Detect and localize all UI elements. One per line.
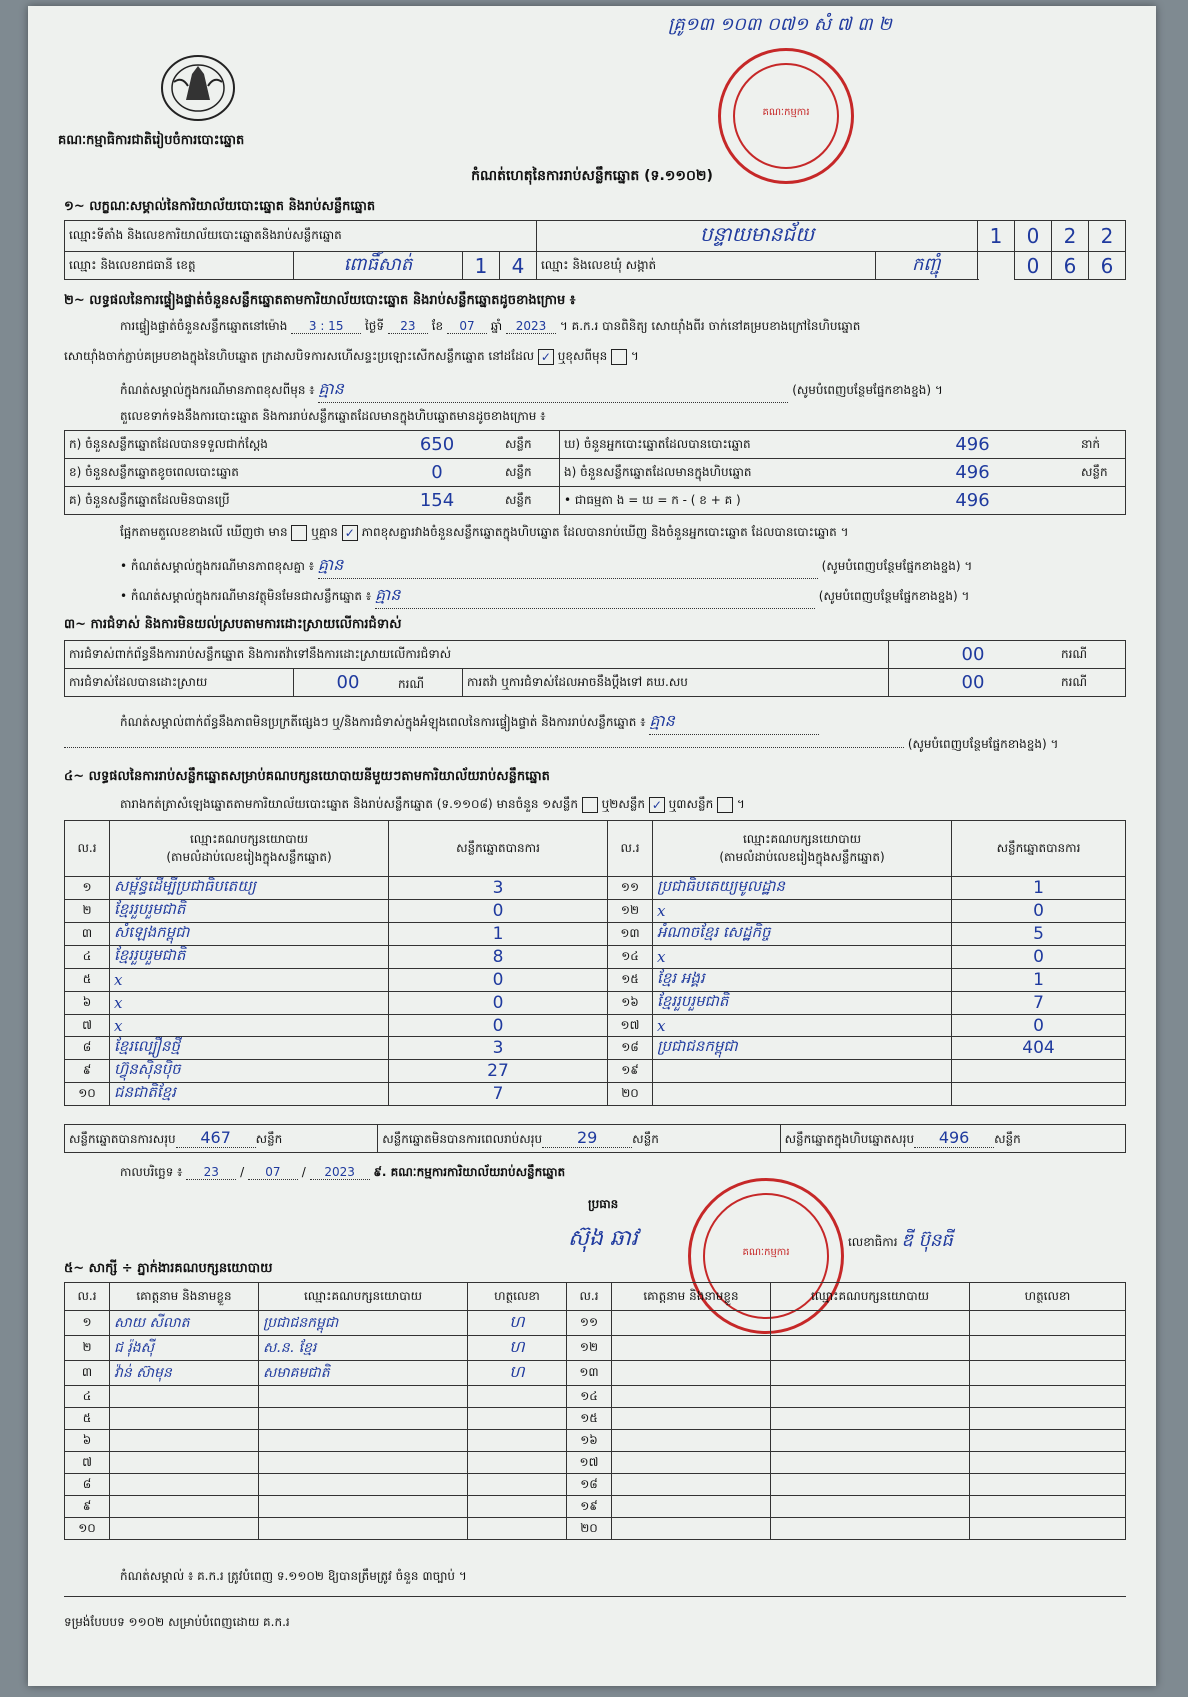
witness-signature <box>468 1386 567 1408</box>
difference-note: • កំណត់សម្គាល់ក្នុងករណីមានភាពខុសគ្នា ៖ គ្មាន (សូមបំពេញបន្ថែមផ្នែកខាងខ្នង) ។ <box>120 554 972 579</box>
figure-label: • ជាធម្មតា ង = ឃ = ក - ( ខ + គ ) <box>560 487 869 515</box>
table-row <box>65 923 1126 946</box>
different-checkbox[interactable] <box>611 349 627 365</box>
section1-heading: ១~ លក្ខណៈសម្គាល់នៃការិយាល័យបោះឆ្នោត និងរាប់សន្លឹកឆ្នោត <box>64 199 376 214</box>
row-number: ១៣ <box>567 1361 612 1386</box>
row-number: ១៥ <box>567 1408 612 1430</box>
section4-heading: ៤~ លទ្ធផលនៃការរាប់សន្លឹកឆ្នោតសម្រាប់គណបក្សនយោបាយនីមួយៗតាមការិយាល័យរាប់សន្លឹកឆ្នោត <box>64 769 550 784</box>
empty-cell <box>771 1361 970 1386</box>
row-number: ១៩ <box>608 1060 653 1083</box>
no-difference-checkbox[interactable]: ✓ <box>342 525 358 541</box>
location-label: ឈ្មោះទីតាំង និងលេខការិយាល័យបោះឆ្នោតនិងរាប់សន្លឹកឆ្នោត <box>65 221 537 252</box>
resolved-label: ការជំទាស់ដែលបានដោះស្រាយ <box>65 669 294 697</box>
witness-name <box>110 1452 259 1474</box>
party-name: ប្រជាធិបតេយ្យមូលដ្ឋាន <box>653 877 952 900</box>
appeal-value: 00 <box>889 669 1058 697</box>
table-row <box>65 1474 1126 1496</box>
province-label: ឈ្មោះ និងលេខរាជធានី ខេត្ត <box>65 252 294 280</box>
party-votes: 0 <box>389 992 608 1015</box>
table-row <box>65 1408 1126 1430</box>
objection-label: ការជំទាស់ពាក់ព័ន្ធនឹងការរាប់សន្លឹកឆ្នោត និងការតវ៉ាទៅនឹងការដោះស្រាយលើការជំទាស់ <box>65 641 889 669</box>
party-votes: 1 <box>389 923 608 946</box>
total-invalid: សន្លឹកឆ្នោតមិនបានការពេលរាប់សរុប 29 សន្លឹក <box>378 1125 780 1153</box>
row-number: ៦ <box>65 1430 110 1452</box>
emblem-icon <box>158 52 238 124</box>
table-row <box>65 1311 1126 1336</box>
location-code-digit: 0 <box>1015 221 1052 252</box>
resolved-value-cell: 00 ករណី <box>294 669 463 697</box>
party-name: x <box>110 992 389 1015</box>
party-name: x <box>110 969 389 992</box>
empty-cell <box>970 1386 1126 1408</box>
chair-signature: ស៊ុង ឆាវ <box>568 1226 638 1251</box>
table-row <box>65 946 1126 969</box>
party-votes: 0 <box>389 969 608 992</box>
witness-name <box>110 1430 259 1452</box>
row-number: ១៤ <box>608 946 653 969</box>
table-row <box>65 1015 1126 1037</box>
figure-unit: នាក់ <box>1077 431 1126 459</box>
figure-label: ង) ចំនួនសន្លឹកឆ្នោតដែលមានក្នុងហិបឆ្នោត <box>560 459 869 487</box>
verification-line-1: ការផ្ទៀងផ្ទាត់ចំនួនសន្លឹកឆ្នោតនៅម៉ោង 3 : 15 ថ្ងៃទី 23 ខែ 07 ឆ្នាំ 2023 ។ គ.ក.រ បានពិនិត្យ សោយ៉ាំងពីរ ចាក់នៅគម្របខាងក្រៅនៃហិបឆ្នោត <box>120 319 861 333</box>
empty-cell <box>771 1496 970 1518</box>
table-row <box>65 992 1126 1015</box>
witness-signature <box>468 1430 567 1452</box>
party-name: ខ្មែរល្បឿនថ្មី <box>110 1037 389 1060</box>
commune-value: កញ្ជុំ <box>875 252 977 280</box>
official-stamp-top: គណៈកម្មការ <box>718 48 854 184</box>
figure-value: 650 <box>373 431 501 459</box>
row-number: ៨ <box>65 1474 110 1496</box>
row-number: ៥ <box>65 969 110 992</box>
table-row <box>65 900 1126 923</box>
table-row <box>65 1060 1126 1083</box>
row-number: ៧ <box>65 1452 110 1474</box>
tally-sheet-count: តារាងកត់ត្រាសំឡេងឆ្នោតតាមការិយាល័យបោះឆ្នោត និងរាប់សន្លឹកឆ្នោត (ទ.១១០៨) មានចំនួន ១សន្លឹក ឬ២សន្លឹក ✓ ឬ៣សន្លឹក ។ <box>120 797 745 812</box>
row-number: ១២ <box>567 1336 612 1361</box>
figure-label: ខ) ចំនួនសន្លឹកឆ្នោតខូចពេលបោះឆ្នោត <box>65 459 374 487</box>
witness-party <box>259 1496 468 1518</box>
empty-cell <box>771 1311 970 1336</box>
figure-label: ក) ចំនួនសន្លឹកឆ្នោតដែលបានទទួលជាក់ស្តែង <box>65 431 374 459</box>
witness-signature <box>468 1452 567 1474</box>
empty-cell <box>771 1474 970 1496</box>
party-votes: 0 <box>952 900 1126 923</box>
party-name: ខ្មែររួបរួមជាតិ <box>110 946 389 969</box>
total-in-box: សន្លឹកឆ្នោតក្នុងហិបឆ្នោតសរុប 496 សន្លឹក <box>780 1125 1125 1153</box>
row-number: ៧ <box>65 1015 110 1037</box>
witness-party: ស.ន. ខ្មែរ <box>259 1336 468 1361</box>
witness-party <box>259 1408 468 1430</box>
commune-code-digit: 0 <box>1015 252 1052 280</box>
figure-row <box>65 459 1126 487</box>
witness-signature <box>468 1518 567 1540</box>
figure-label: ឃ) ចំនួនអ្នកបោះឆ្នោតដែលបានបោះឆ្នោត <box>560 431 869 459</box>
witness-name <box>110 1518 259 1540</box>
witness-name: វ៉ាន់ ស៊ាមុន <box>110 1361 259 1386</box>
witness-note: កំណត់សម្គាល់ ៖ គ.ក.រ ត្រូវបំពេញ ទ.១១០២ ឱ្យបានត្រឹមត្រូវ ចំនួន ៣ច្បាប់ ។ <box>120 1569 467 1583</box>
empty-cell <box>771 1452 970 1474</box>
row-number: ២ <box>65 900 110 923</box>
row-number: ១៨ <box>567 1474 612 1496</box>
table-row <box>65 1037 1126 1060</box>
witness-party <box>259 1518 468 1540</box>
table-row <box>65 877 1126 900</box>
witness-signature: ហ <box>468 1336 567 1361</box>
table-row <box>65 1496 1126 1518</box>
figure-value: 496 <box>868 431 1077 459</box>
party-votes: 0 <box>389 900 608 923</box>
difference-note-value: គ្មាន <box>318 378 788 403</box>
figure-label: គ) ចំនួនសន្លឹកឆ្នោតដែលមិនបានប្រើ <box>65 487 374 515</box>
province-value: ពោធិ៍សាត់ <box>294 252 463 280</box>
location-code-digit: 2 <box>1052 221 1089 252</box>
row-number: ២០ <box>608 1083 653 1106</box>
location-code-digit: 1 <box>978 221 1015 252</box>
party-name: x <box>653 900 952 923</box>
row-number: ១២ <box>608 900 653 923</box>
witness-signature <box>468 1474 567 1496</box>
party-votes: 8 <box>389 946 608 969</box>
section1-table <box>64 220 1126 280</box>
party-name: ហ៊្វុនស៊ិនប៉ិច <box>110 1060 389 1083</box>
totals-table <box>64 1124 1126 1153</box>
row-number: ១៧ <box>567 1452 612 1474</box>
witness-name <box>110 1408 259 1430</box>
empty-cell <box>970 1496 1126 1518</box>
party-name: សំឡេងកម្ពុជា <box>110 923 389 946</box>
row-number: ៩ <box>65 1060 110 1083</box>
row-number: ២០ <box>567 1518 612 1540</box>
row-number: ១០ <box>65 1518 110 1540</box>
form-title: កំណត់ហេតុនៃការរាប់សន្លឹកឆ្នោត (ទ.១១០២) <box>471 168 713 184</box>
witness-name <box>110 1496 259 1518</box>
party-votes: 1 <box>952 969 1126 992</box>
figure-unit: សន្លឹក <box>501 459 560 487</box>
same-checkbox[interactable]: ✓ <box>538 349 554 365</box>
table-row <box>65 1452 1126 1474</box>
figure-unit: សន្លឹក <box>1077 459 1126 487</box>
row-number: ១៨ <box>608 1037 653 1060</box>
row-number: ៩ <box>65 1496 110 1518</box>
party-votes: 0 <box>952 946 1126 969</box>
empty-cell <box>612 1311 771 1336</box>
party-name: ខ្មែររួបរួមជាតិ <box>110 900 389 923</box>
empty-cell <box>612 1408 771 1430</box>
figure-value: 154 <box>373 487 501 515</box>
empty-cell <box>771 1336 970 1361</box>
row-number: ២ <box>65 1336 110 1361</box>
witness-table: ល.រ គោត្តនាម និងនាមខ្លួន ឈ្មោះគណបក្សនយោបាយ ហត្ថលេខា ល.រ គោត្តនាម និងនាមខ្លួន ឈ្មោះគណបក្សនយោបាយ ហត្ថលេខា ១ សាយ សីលាត ប្រជាជនកម្ពុជា ហ ១១ ២ ជ រ៉ុងស៊ី ស.ន. ខ្មែរ ហ ១២ ៣ វ៉ាន់ ស៊ាមុន សមាគមជាតិ ហ ១៣ ៤ ១៤ ៥ ១៥ ៦ ១៦ ៧ ១៧ ៨ ១៨ ៩ ១៩ ១០ ២០ <box>64 1282 1126 1540</box>
row-number: ៣ <box>65 923 110 946</box>
empty-cell <box>970 1430 1126 1452</box>
witness-party: សមាគមជាតិ <box>259 1361 468 1386</box>
row-number: ៤ <box>65 946 110 969</box>
empty-cell <box>771 1430 970 1452</box>
party-votes <box>952 1060 1126 1083</box>
row-number: ១១ <box>567 1311 612 1336</box>
row-number: ១៤ <box>567 1386 612 1408</box>
table-row <box>65 1361 1126 1386</box>
row-number: ៦ <box>65 992 110 1015</box>
table-row <box>65 1336 1126 1361</box>
row-number: ៤ <box>65 1386 110 1408</box>
witness-name <box>110 1474 259 1496</box>
party-votes: 1 <box>952 877 1126 900</box>
empty-cell <box>771 1386 970 1408</box>
empty-cell <box>970 1452 1126 1474</box>
witness-name: សាយ សីលាត <box>110 1311 259 1336</box>
row-number: ១៩ <box>567 1496 612 1518</box>
chair-label: ប្រធាន <box>588 1197 619 1211</box>
party-votes: 404 <box>952 1037 1126 1060</box>
row-number: ១៦ <box>567 1430 612 1452</box>
figure-value: 496 <box>868 459 1077 487</box>
table-row <box>65 1386 1126 1408</box>
party-name: ខ្មែរ អង្គរ <box>653 969 952 992</box>
party-name: ខ្មែររួបរួមជាតិ <box>653 992 952 1015</box>
three-sheets-checkbox[interactable] <box>717 797 733 813</box>
empty-cell <box>612 1518 771 1540</box>
form-sheet <box>28 6 1156 1686</box>
verification-line-2: សោយ៉ាំងចាក់ភ្ជាប់គម្របខាងក្នុងនៃហិបឆ្នោត ក្រដាសបិទការសហើសន្ទះប្រឡោះសើកសន្លឹកឆ្នោត នៅដដែល ✓ ឬខុសពីមុន ។ <box>64 349 639 364</box>
empty-cell <box>970 1361 1126 1386</box>
witness-signature <box>468 1408 567 1430</box>
witness-party: ប្រជាជនកម្ពុជា <box>259 1311 468 1336</box>
table-row <box>65 1083 1126 1106</box>
row-number: ១ <box>65 1311 110 1336</box>
empty-cell <box>970 1336 1126 1361</box>
figure-unit: សន្លឹក <box>501 487 560 515</box>
objections-table: ការជំទាស់ពាក់ព័ន្ធនឹងការរាប់សន្លឹកឆ្នោត និងការតវ៉ាទៅនឹងការដោះស្រាយលើការជំទាស់ 00 ករណី ការជំទាស់ដែលបានដោះស្រាយ 00 ករណី ការតវ៉ា ឬការជំទាស់ដែលអាចនឹងប្តឹងទៅ គឃ.សប 00 ករណី <box>64 640 1126 697</box>
section3-heading: ៣~ ការជំទាស់ និងការមិនយល់ស្របតាមការដោះស្រាយលើការជំទាស់ <box>64 617 402 632</box>
witness-party <box>259 1430 468 1452</box>
province-code-digit: 4 <box>500 252 537 280</box>
row-number: ៥ <box>65 1408 110 1430</box>
figure-row <box>65 431 1126 459</box>
official-stamp-bottom: គណៈកម្មការ <box>688 1178 844 1334</box>
empty-cell <box>612 1361 771 1386</box>
party-name: ជនជាតិខ្មែរ <box>110 1083 389 1106</box>
witness-name: ជ រ៉ុងស៊ី <box>110 1336 259 1361</box>
province-code-digit: 1 <box>463 252 500 280</box>
one-sheet-checkbox[interactable] <box>582 797 598 813</box>
figure-row <box>65 487 1126 515</box>
empty-cell <box>970 1311 1126 1336</box>
empty-cell <box>970 1474 1126 1496</box>
date-line: កាលបរិច្ឆេទ ៖ 23 / 07 / 2023 ៩. គណៈកម្មការការិយាល័យរាប់សន្លឹកឆ្នោត <box>120 1165 566 1179</box>
party-votes: 27 <box>389 1060 608 1083</box>
empty-cell <box>612 1496 771 1518</box>
witness-signature: ហ <box>468 1361 567 1386</box>
figure-value: 496 <box>868 487 1077 515</box>
table-intro: តួលេខទាក់ទងនឹងការបោះឆ្នោត និងការរាប់សន្លឹកឆ្នោតដែលមានក្នុងហិបឆ្នោតមានដូចខាងក្រោម ៖ <box>120 409 546 423</box>
witness-party <box>259 1452 468 1474</box>
figure-unit: សន្លឹក <box>501 431 560 459</box>
witness-name <box>110 1386 259 1408</box>
witness-signature: ហ <box>468 1311 567 1336</box>
party-votes: 7 <box>952 992 1126 1015</box>
party-votes: 0 <box>952 1015 1126 1037</box>
party-name: សម្ព័ន្ធដើម្បីប្រជាធិបតេយ្យ <box>110 877 389 900</box>
committee-name: គណៈកម្មាធិការជាតិរៀបចំការបោះឆ្នោត <box>58 133 245 148</box>
figure-value: 0 <box>373 459 501 487</box>
commune-code-digit: 6 <box>1052 252 1089 280</box>
empty-cell <box>612 1474 771 1496</box>
top-annotation: គ្រូ១៣ ១០៣ ០៧១ សំ ៧ ៣ ២ <box>668 14 892 35</box>
figure-unit <box>1077 487 1126 515</box>
witness-signature <box>468 1496 567 1518</box>
party-name: ប្រជាជនកម្ពុជា <box>653 1037 952 1060</box>
commune-label: ឈ្មោះ និងលេខឃុំ សង្កាត់ <box>537 252 876 280</box>
row-number: ៣ <box>65 1361 110 1386</box>
section5-heading: ៥~ សាក្សី ÷ ភ្នាក់ងារគណបក្សនយោបាយ <box>64 1261 273 1276</box>
empty-cell <box>970 1518 1126 1540</box>
table-row <box>65 1430 1126 1452</box>
commune-code-digit: 6 <box>1089 252 1126 280</box>
party-votes: 7 <box>389 1083 608 1106</box>
row-number: ១៦ <box>608 992 653 1015</box>
row-number: ១ <box>65 877 110 900</box>
table-row <box>65 969 1126 992</box>
form-footer: ទម្រង់បែបបទ ១១០២ សម្រាប់បំពេញដោយ គ.ក.រ <box>64 1615 290 1629</box>
secretary-line: លេខាធិការ ឌី ប៊ុនធី <box>848 1230 953 1251</box>
row-number: ៨ <box>65 1037 110 1060</box>
empty-cell <box>612 1430 771 1452</box>
party-votes: 3 <box>389 1037 608 1060</box>
row-number: ១០ <box>65 1083 110 1106</box>
empty-cell <box>612 1386 771 1408</box>
row-number: ១៥ <box>608 969 653 992</box>
row-number: ១១ <box>608 877 653 900</box>
objection-value: 00 <box>889 641 1058 669</box>
irregularity-hint: (សូមបំពេញបន្ថែមផ្នែកខាងខ្នង) ។ <box>907 737 1059 751</box>
empty-cell <box>612 1336 771 1361</box>
section2-heading: ២~ លទ្ធផលនៃការផ្ទៀងផ្ទាត់ចំនួនសន្លឹកឆ្នោតតាមការិយាល័យបោះឆ្នោត និងរាប់សន្លឹកឆ្នោតដូចខាងក្រោម ៖ <box>64 293 576 308</box>
empty-cell <box>771 1408 970 1430</box>
foreign-object-note: • កំណត់សម្គាល់ក្នុងករណីមានវត្ថុមិនមែនជាសន្លឹកឆ្នោត ៖ គ្មាន (សូមបំពេញបន្ថែមផ្នែកខាងខ្នង) ។ <box>120 584 969 609</box>
empty-cell <box>970 1408 1126 1430</box>
irregularity-note: កំណត់សម្គាល់ពាក់ព័ន្ធនឹងភាពមិនប្រក្រតីផ្សេងៗ ឬ/និងការជំទាស់ក្នុងអំឡុងពេលនៃការផ្ទៀងផ្ទាត់ និងការរាប់សន្លឹកឆ្នោត ៖ គ្មាន <box>120 710 819 735</box>
location-value: បន្ទាយមានជ័យ <box>537 221 978 252</box>
table-row <box>65 1518 1126 1540</box>
party-votes: 5 <box>952 923 1126 946</box>
witness-party <box>259 1474 468 1496</box>
comparison-line: ផ្អែកតាមតួលេខខាងលើ ឃើញថា មាន ឬគ្មាន ✓ ភាពខុសគ្នារវាងចំនួនសន្លឹកឆ្នោតក្នុងហិបឆ្នោត ដែលបានរាប់ឃើញ និងចំនួនអ្នកបោះឆ្នោត ដែលបានបោះឆ្នោត ។ <box>120 525 849 540</box>
location-code-digit: 2 <box>1089 221 1126 252</box>
party-name: x <box>653 1015 952 1037</box>
party-name <box>653 1083 952 1106</box>
empty-cell <box>612 1452 771 1474</box>
party-name <box>653 1060 952 1083</box>
party-votes: 3 <box>389 877 608 900</box>
row-number: ១៣ <box>608 923 653 946</box>
difference-note-line: កំណត់សម្គាល់ក្នុងករណីមានភាពខុសពីមុន ៖ គ្មាន (សូមបំពេញបន្ថែមផ្នែកខាងខ្នង) ។ <box>120 378 943 403</box>
appeal-label: ការតវ៉ា ឬការជំទាស់ដែលអាចនឹងប្តឹងទៅ គឃ.សប <box>463 669 889 697</box>
row-number: ១៧ <box>608 1015 653 1037</box>
two-sheets-checkbox[interactable]: ✓ <box>649 797 665 813</box>
party-name: x <box>110 1015 389 1037</box>
party-votes <box>952 1083 1126 1106</box>
ballot-figures-table <box>64 430 1126 515</box>
empty-cell <box>771 1518 970 1540</box>
total-valid: សន្លឹកឆ្នោតបានការសរុប 467 សន្លឹក <box>65 1125 378 1153</box>
party-name: អំណាចខ្មែរ សេដ្ឋកិច្ច <box>653 923 952 946</box>
party-votes: 0 <box>389 1015 608 1037</box>
has-difference-checkbox[interactable] <box>291 525 307 541</box>
witness-party <box>259 1386 468 1408</box>
party-name: x <box>653 946 952 969</box>
party-results-table: ល.រ ឈ្មោះគណបក្សនយោបាយ (តាមលំដាប់លេខរៀងក្នុងសន្លឹកឆ្នោត) សន្លឹកឆ្នោតបានការ ល.រ ឈ្មោះគណបក្សនយោបាយ (តាមលំដាប់លេខរៀងក្នុងសន្លឹកឆ្នោត) សន្លឹកឆ្នោតបានការ ១ សម្ព័ន្ធដើម្បីប្រជាធិបតេយ្យ 3 ១១ ប្រជាធិបតេយ្យមូលដ្ឋាន 1 ២ ខ្មែររួបរួមជាតិ 0 ១២ x 0 ៣ សំឡេងកម្ពុជា 1 ១៣ អំណាចខ្មែរ សេដ្ឋកិច្ច 5 ៤ ខ្មែររួបរួមជាតិ 8 ១៤ x 0 ៥ x 0 ១៥ ខ្មែរ អង្គរ 1 ៦ x 0 ១៦ ខ្មែររួបរួមជាតិ 7 ៧ x 0 ១៧ x 0 ៨ ខ្មែរល្បឿនថ្មី 3 ១៨ ប្រជាជនកម្ពុជា 404 ៩ ហ៊្វុនស៊ិនប៉ិច 27 ១៩ ១០ ជនជាតិខ្មែរ 7 ២០ <box>64 820 1126 1106</box>
